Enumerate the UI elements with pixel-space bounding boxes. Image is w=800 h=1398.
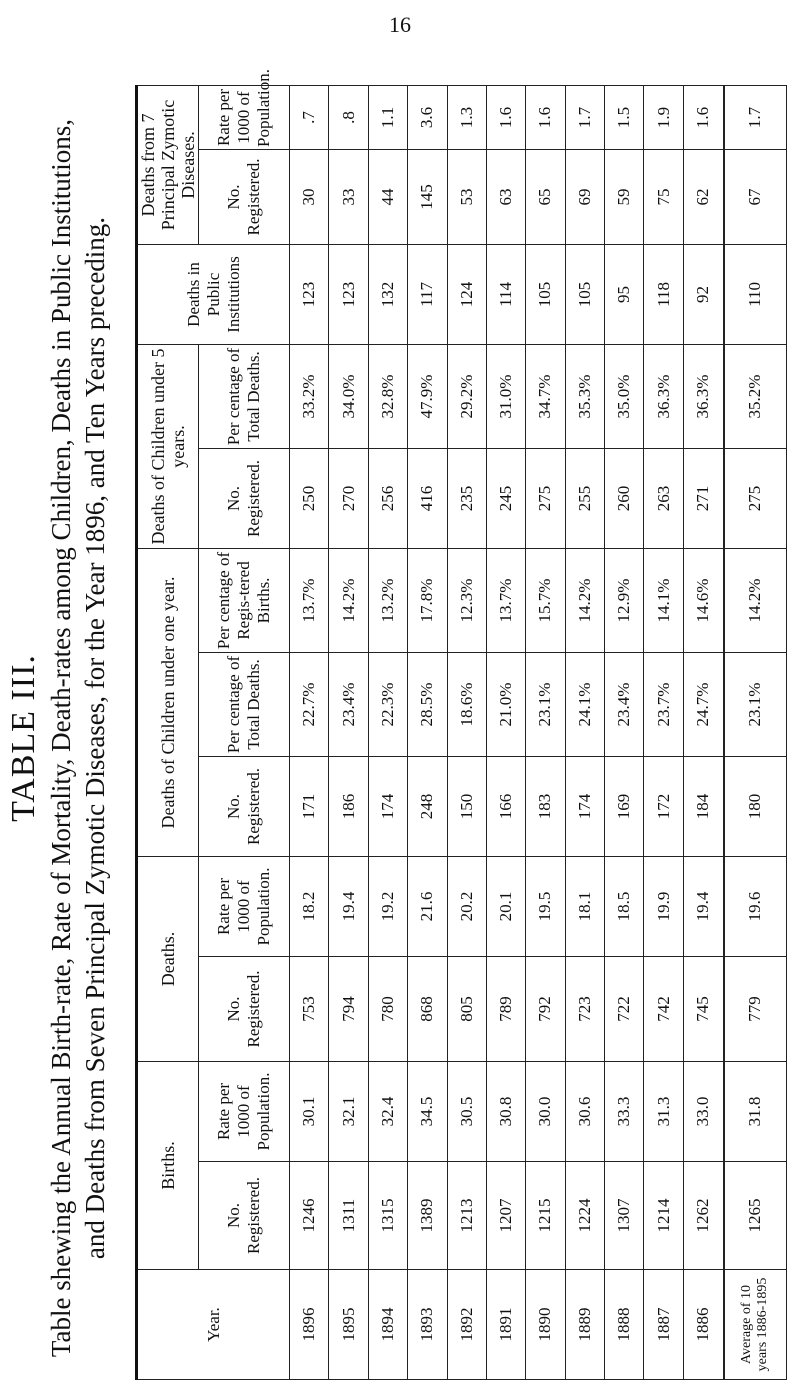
cell-inf-no: 166 [486,756,525,856]
table-row [290,85,329,1379]
header-births-no: No. Registered. [199,1162,290,1270]
statistics-table [135,69,787,1380]
cell-inf-no: 150 [447,756,486,856]
cell-inf-pct-deaths: 21.0% [486,652,525,756]
cell-inst: 92 [683,244,723,344]
cell-u5-pct: 35.3% [565,344,604,448]
header-deaths-no: No. Registered. [199,956,290,1061]
cell-u5-no: 256 [368,448,407,548]
cell-births-no: 1214 [644,1162,683,1270]
cell-inst: 105 [526,244,565,344]
cell-u5-no: 255 [565,448,604,548]
cell-u5-no: 245 [486,448,525,548]
cell-inf-no: 174 [565,756,604,856]
average-cell-deaths-rate: 19.6 [724,856,787,956]
table-body [290,85,787,1379]
average-cell-u5-pct: 35.2% [724,344,787,448]
cell-deaths-rate: 20.1 [486,856,525,956]
cell-births-no: 1262 [683,1162,723,1270]
cell-deaths-no: 789 [486,956,525,1061]
cell-inf-pct-births: 14.6% [683,548,723,652]
cell-year: 1889 [565,1270,604,1380]
cell-inf-pct-births: 13.7% [290,548,329,652]
cell-inf-no: 172 [644,756,683,856]
cell-inst: 105 [565,244,604,344]
cell-inf-no: 171 [290,756,329,856]
cell-births-rate: 30.0 [526,1061,565,1161]
cell-deaths-no: 723 [565,956,604,1061]
cell-inst: 118 [644,244,683,344]
cell-births-no: 1246 [290,1162,329,1270]
cell-u5-pct: 29.2% [447,344,486,448]
average-cell-births-no: 1265 [724,1162,787,1270]
cell-zym-no: 30 [290,149,329,244]
cell-deaths-rate: 19.9 [644,856,683,956]
header-infant-pct-deaths: Per centage of Total Deaths. [199,652,290,756]
cell-zym-no: 75 [644,149,683,244]
cell-deaths-no: 794 [329,956,368,1061]
cell-zym-rate: 1.6 [486,85,525,149]
cell-inf-pct-deaths: 28.5% [408,652,447,756]
cell-zym-no: 33 [329,149,368,244]
cell-births-rate: 31.3 [644,1061,683,1161]
table-subtitle-line-1: Table shewing the Annual Birth-rate, Rate of Mortality, Death-rates among Children, Deaths in Public Institutions, [46,118,76,1358]
cell-inst: 117 [408,244,447,344]
cell-births-rate: 32.1 [329,1061,368,1161]
cell-deaths-no: 722 [605,956,644,1061]
cell-u5-pct: 36.3% [683,344,723,448]
cell-u5-pct: 32.8% [368,344,407,448]
table-row [644,85,683,1379]
cell-inst: 124 [447,244,486,344]
cell-births-no: 1224 [565,1162,604,1270]
cell-deaths-rate: 19.4 [683,856,723,956]
cell-inf-pct-deaths: 22.7% [290,652,329,756]
cell-zym-no: 62 [683,149,723,244]
average-cell-zym-no: 67 [724,149,787,244]
cell-births-no: 1213 [447,1162,486,1270]
header-zymotic-rate: Rate per 1000 of Population. [199,85,290,149]
cell-inf-pct-deaths: 23.4% [329,652,368,756]
cell-births-no: 1311 [329,1162,368,1270]
cell-births-rate: 33.3 [605,1061,644,1161]
average-cell-inf-pct-deaths: 23.1% [724,652,787,756]
cell-inf-no: 186 [329,756,368,856]
header-births: Births. [137,1061,199,1269]
cell-deaths-no: 780 [368,956,407,1061]
average-cell-u5-no: 275 [724,448,787,548]
cell-deaths-no: 792 [526,956,565,1061]
cell-u5-pct: 34.7% [526,344,565,448]
cell-inf-pct-deaths: 23.1% [526,652,565,756]
table-row [408,85,447,1379]
cell-u5-no: 263 [644,448,683,548]
cell-zym-no: 145 [408,149,447,244]
cell-inf-pct-births: 14.1% [644,548,683,652]
cell-births-no: 1315 [368,1162,407,1270]
cell-deaths-no: 805 [447,956,486,1061]
cell-u5-no: 416 [408,448,447,548]
cell-year: 1890 [526,1270,565,1380]
header-zymotic-no: No. Registered. [199,149,290,244]
cell-inf-no: 183 [526,756,565,856]
cell-zym-no: 44 [368,149,407,244]
cell-inf-pct-births: 12.3% [447,548,486,652]
cell-zym-no: 69 [565,149,604,244]
cell-u5-pct: 33.2% [290,344,329,448]
header-under-five-pct: Per centage of Total Deaths. [199,344,290,448]
cell-inf-pct-births: 13.7% [486,548,525,652]
cell-zym-no: 59 [605,149,644,244]
cell-births-rate: 30.5 [447,1061,486,1161]
table-subtitle-line-2: and Deaths from Seven Principal Zymotic Diseases, for the Year 1896, and Ten Years preceding. [80,216,110,1260]
cell-deaths-rate: 19.5 [526,856,565,956]
cell-inf-pct-deaths: 24.7% [683,652,723,756]
average-cell-year: Average of 10 years 1886-1895 [724,1270,787,1380]
header-deaths: Deaths. [137,856,199,1061]
cell-zym-rate: .8 [329,85,368,149]
average-row [724,85,787,1379]
table-row [447,85,486,1379]
average-cell-deaths-no: 779 [724,956,787,1061]
cell-year: 1886 [683,1270,723,1380]
table-row [368,85,407,1379]
cell-year: 1891 [486,1270,525,1380]
cell-zym-no: 63 [486,149,525,244]
cell-deaths-rate: 18.1 [565,856,604,956]
cell-zym-rate: 1.6 [526,85,565,149]
cell-inf-pct-births: 13.2% [368,548,407,652]
cell-births-rate: 30.8 [486,1061,525,1161]
cell-zym-rate: 1.5 [605,85,644,149]
cell-deaths-no: 868 [408,956,447,1061]
average-cell-inf-no: 180 [724,756,787,856]
cell-deaths-rate: 19.4 [329,856,368,956]
average-cell-zym-rate: 1.7 [724,85,787,149]
average-cell-inf-pct-births: 14.2% [724,548,787,652]
cell-deaths-rate: 18.2 [290,856,329,956]
cell-year: 1892 [447,1270,486,1380]
cell-deaths-rate: 20.2 [447,856,486,956]
cell-zym-rate: .7 [290,85,329,149]
cell-inf-pct-births: 17.8% [408,548,447,652]
header-deaths-under-one: Deaths of Children under one year. [137,548,199,856]
cell-zym-no: 65 [526,149,565,244]
cell-zym-rate: 1.9 [644,85,683,149]
header-deaths-rate: Rate per 1000 of Population. [199,856,290,956]
cell-year: 1896 [290,1270,329,1380]
cell-deaths-rate: 21.6 [408,856,447,956]
cell-zym-rate: 1.6 [683,85,723,149]
cell-inst: 132 [368,244,407,344]
table-row [526,85,565,1379]
table-row [329,85,368,1379]
cell-births-rate: 32.4 [368,1061,407,1161]
cell-zym-no: 53 [447,149,486,244]
cell-inf-pct-deaths: 23.7% [644,652,683,756]
cell-u5-pct: 31.0% [486,344,525,448]
cell-zym-rate: 1.1 [368,85,407,149]
cell-inf-pct-births: 15.7% [526,548,565,652]
cell-u5-no: 270 [329,448,368,548]
header-under-five-no: No. Registered. [199,448,290,548]
cell-inf-pct-births: 14.2% [329,548,368,652]
cell-inf-no: 169 [605,756,644,856]
cell-year: 1895 [329,1270,368,1380]
cell-year: 1894 [368,1270,407,1380]
rotated-table-page [0,69,800,1398]
cell-inst: 123 [329,244,368,344]
cell-u5-pct: 35.0% [605,344,644,448]
cell-births-no: 1215 [526,1162,565,1270]
cell-u5-no: 235 [447,448,486,548]
cell-deaths-no: 742 [644,956,683,1061]
cell-inst: 95 [605,244,644,344]
cell-deaths-rate: 18.5 [605,856,644,956]
cell-inf-pct-deaths: 24.1% [565,652,604,756]
cell-deaths-no: 745 [683,956,723,1061]
header-deaths-under-five: Deaths of Children under 5 years. [137,344,199,548]
cell-u5-pct: 34.0% [329,344,368,448]
cell-zym-rate: 1.7 [565,85,604,149]
cell-year: 1887 [644,1270,683,1380]
cell-deaths-no: 753 [290,956,329,1061]
cell-zym-rate: 1.3 [447,85,486,149]
cell-year: 1888 [605,1270,644,1380]
cell-u5-no: 275 [526,448,565,548]
table-row [605,85,644,1379]
cell-births-rate: 30.1 [290,1061,329,1161]
table-row [486,85,525,1379]
cell-births-no: 1307 [605,1162,644,1270]
cell-inst: 114 [486,244,525,344]
header-zymotic: Deaths from 7 Principal Zymotic Diseases. [137,85,199,244]
cell-inf-pct-deaths: 23.4% [605,652,644,756]
average-cell-births-rate: 31.8 [724,1061,787,1161]
cell-births-no: 1207 [486,1162,525,1270]
cell-u5-no: 250 [290,448,329,548]
cell-inf-pct-deaths: 18.6% [447,652,486,756]
table-row [565,85,604,1379]
cell-u5-no: 271 [683,448,723,548]
cell-inf-no: 248 [408,756,447,856]
header-public-institutions: Deaths in Public Institutions [137,244,290,344]
cell-u5-no: 260 [605,448,644,548]
cell-inst: 123 [290,244,329,344]
table-row [683,85,723,1379]
header-year: Year. [137,1270,290,1380]
cell-births-rate: 30.6 [565,1061,604,1161]
cell-inf-pct-deaths: 22.3% [368,652,407,756]
header-infant-pct-births: Per centage of Regis-tered Births. [199,548,290,652]
cell-u5-pct: 47.9% [408,344,447,448]
header-infant-no: No. Registered. [199,756,290,856]
cell-births-rate: 33.0 [683,1061,723,1161]
table-heading [4,78,112,1398]
cell-zym-rate: 3.6 [408,85,447,149]
average-cell-inst: 110 [724,244,787,344]
header-births-rate: Rate per 1000 of Population. [199,1061,290,1161]
page-number: 16 [389,12,411,37]
cell-inf-pct-births: 14.2% [565,548,604,652]
table-title: TABLE III. [5,654,42,822]
cell-deaths-rate: 19.2 [368,856,407,956]
cell-u5-pct: 36.3% [644,344,683,448]
cell-births-rate: 34.5 [408,1061,447,1161]
cell-inf-pct-births: 12.9% [605,548,644,652]
cell-inf-no: 184 [683,756,723,856]
cell-inf-no: 174 [368,756,407,856]
cell-births-no: 1389 [408,1162,447,1270]
cell-year: 1893 [408,1270,447,1380]
